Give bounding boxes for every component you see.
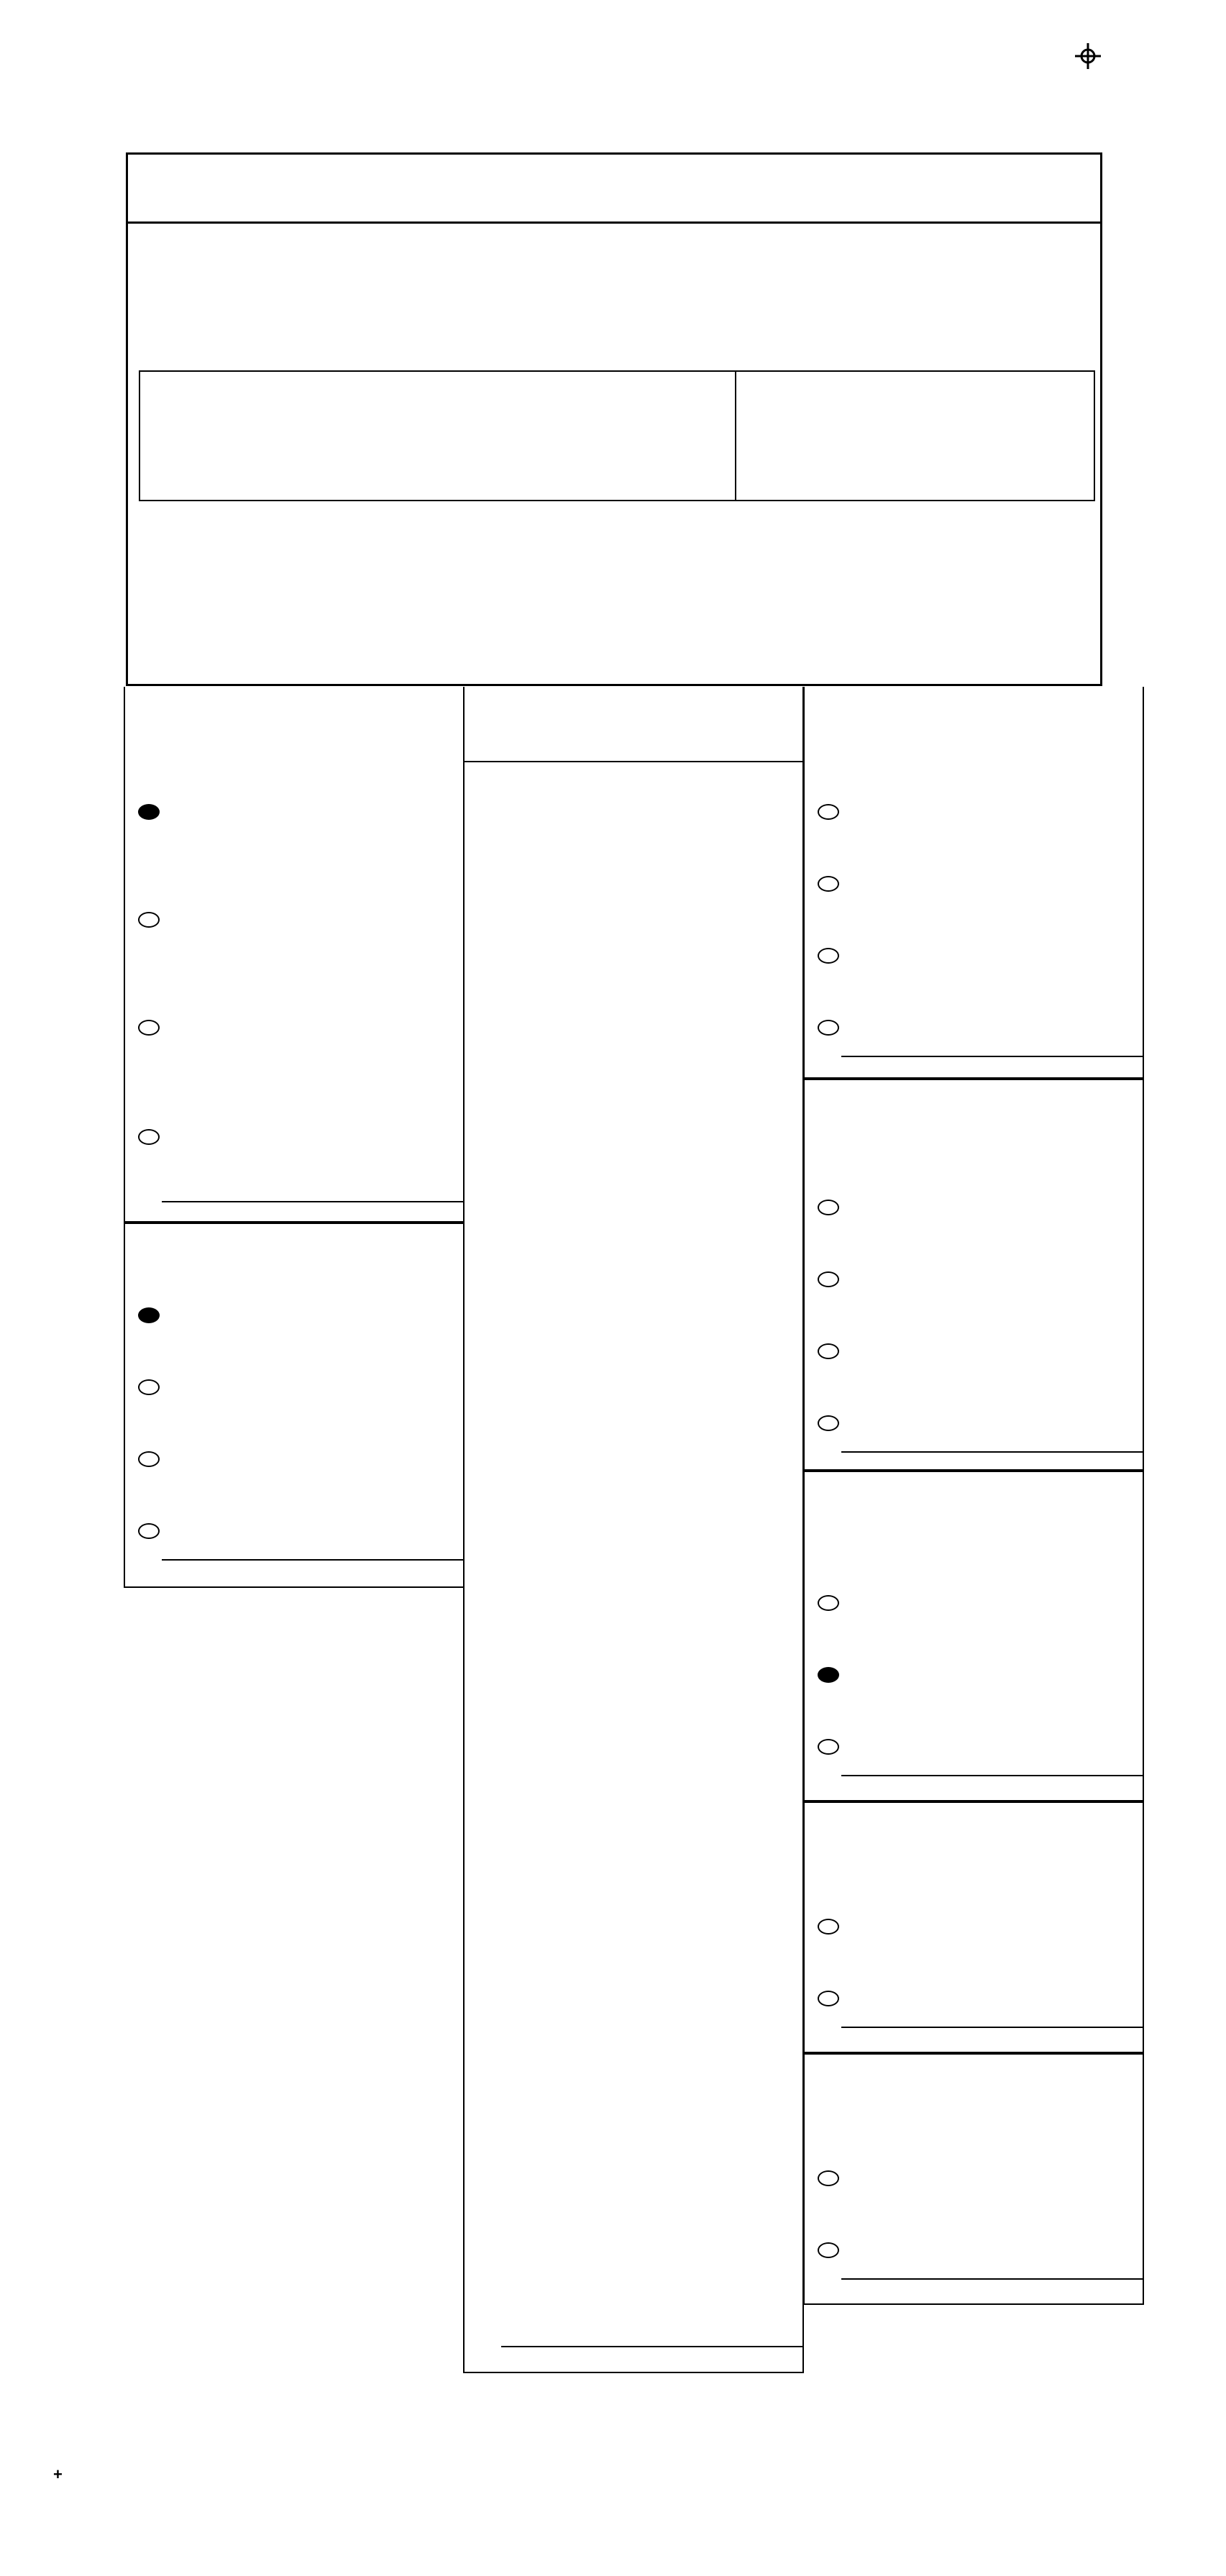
crosshair-icon: [1075, 43, 1101, 69]
congress-writein-line: [841, 1775, 1144, 1776]
senate-writein-line: [162, 1559, 465, 1561]
plus-mark-icon: +: [53, 2465, 63, 2483]
psc2-writein-oval[interactable]: [818, 1415, 839, 1431]
scott-oval[interactable]: [818, 1667, 839, 1683]
da-writein-line: [841, 2278, 1144, 2280]
president-race-box: [124, 687, 465, 1223]
ossoff-oval[interactable]: [138, 1379, 160, 1395]
staterep-race-box: [803, 1801, 1144, 2053]
president-writein-oval[interactable]: [138, 1129, 160, 1145]
jorgensen-oval[interactable]: [138, 1020, 160, 1036]
perdue-oval[interactable]: [138, 1307, 160, 1323]
senate-writein-oval[interactable]: [138, 1523, 160, 1539]
staterep-writein-oval[interactable]: [818, 1991, 839, 2006]
congress-writein-oval[interactable]: [818, 1739, 839, 1755]
psc1-race-box: [803, 687, 1144, 1079]
president-writein-line: [162, 1201, 465, 1202]
psc1-writein-line: [841, 1056, 1144, 1057]
bryant-oval[interactable]: [818, 876, 839, 892]
special-header-divider: [463, 761, 804, 762]
melton-oval[interactable]: [818, 948, 839, 964]
special-writein-line: [501, 2346, 804, 2347]
da-race-box: [803, 2053, 1144, 2305]
hazel-oval[interactable]: [138, 1451, 160, 1467]
psc1-writein-oval[interactable]: [818, 1020, 839, 1036]
biden-oval[interactable]: [138, 912, 160, 928]
da-writein-oval[interactable]: [818, 2242, 839, 2258]
instructions-divider: [735, 370, 736, 501]
trump-oval[interactable]: [138, 804, 160, 820]
psc2-race-box: [803, 1079, 1144, 1471]
djackson-oval[interactable]: [818, 1919, 839, 1935]
blackman-oval[interactable]: [818, 1271, 839, 1287]
hites-oval[interactable]: [818, 1595, 839, 1611]
psc2-writein-line: [841, 1451, 1144, 1453]
willis-oval[interactable]: [818, 2170, 839, 2186]
congress-race-box: [803, 1471, 1144, 1801]
staterep-writein-line: [841, 2027, 1144, 2028]
wilson-oval[interactable]: [818, 1343, 839, 1359]
senate-race-box: [124, 1223, 465, 1588]
instructions-box: [139, 370, 1095, 501]
special-election-box: [463, 687, 804, 2373]
mcdonald-oval[interactable]: [818, 1200, 839, 1215]
shaw-oval[interactable]: [818, 804, 839, 820]
header-divider: [126, 221, 1102, 224]
